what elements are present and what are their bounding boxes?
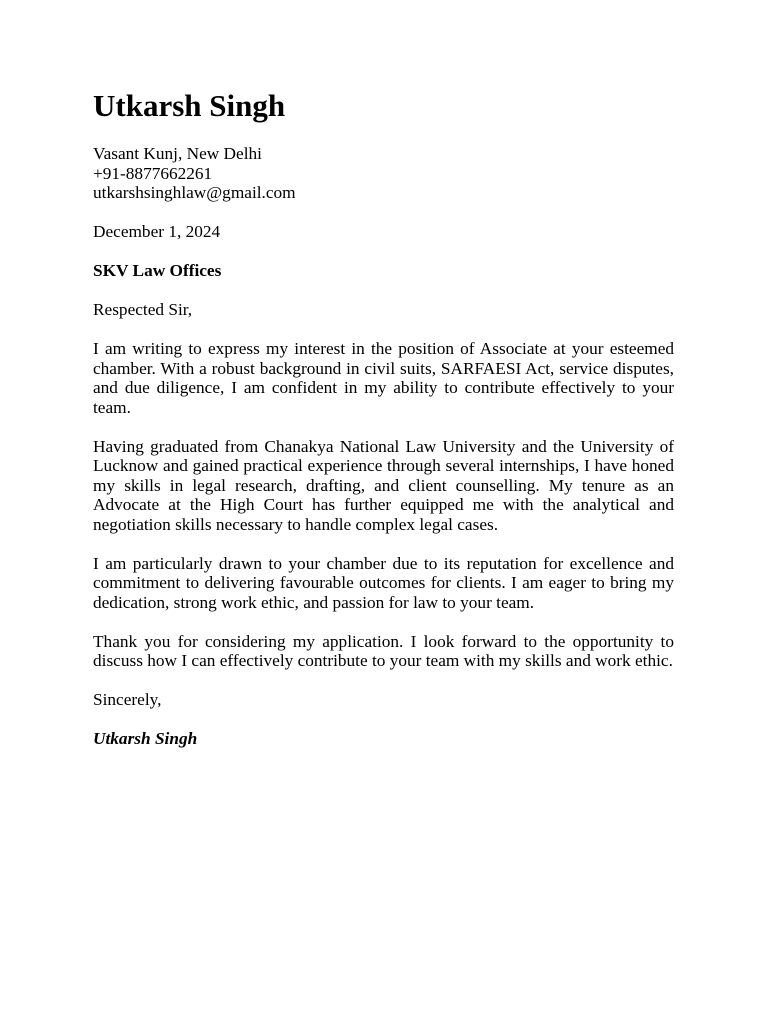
body-paragraph-1: I am writing to express my interest in the position of Associate at your esteemed chamber. With a robust background in civil suits, SARFAESI Act, service disputes, and due diligence, I am confident in my ability to contribute effectively to your team. (93, 339, 674, 417)
body-paragraph-2: Having graduated from Chanakya National Law University and the University of Lucknow and gained practical experience through several internships, I have honed my skills in legal research, drafting, and client counselling. My tenure as an Advocate at the High Court has further equipped me with the analytical and negotiation skills necessary to handle complex legal cases. (93, 436, 674, 534)
body-paragraph-3: I am particularly drawn to your chamber due to its reputation for excellence and commitment to delivering favourable outcomes for clients. I am eager to bring my dedication, strong work ethic, and passion for law to your team. (93, 553, 674, 612)
letter-date: December 1, 2024 (93, 221, 221, 241)
sender-phone: +91-8877662261 (93, 163, 213, 183)
contact-block (93, 144, 674, 203)
sender-name-heading: Utkarsh Singh (93, 88, 286, 123)
salutation: Respected Sir, (93, 300, 193, 319)
signature: Utkarsh Singh (93, 729, 198, 748)
sender-email: utkarshsinghlaw@gmail.com (93, 183, 296, 202)
body-paragraph-4: Thank you for considering my application. I look forward to the opportunity to discuss how I can effectively contribute to your team with my skills and work ethic. (93, 631, 674, 670)
recipient-name: SKV Law Offices (93, 260, 222, 280)
cover-letter (93, 86, 674, 749)
closing: Sincerely, (93, 690, 162, 709)
sender-address: Vasant Kunj, New Delhi (93, 144, 262, 163)
